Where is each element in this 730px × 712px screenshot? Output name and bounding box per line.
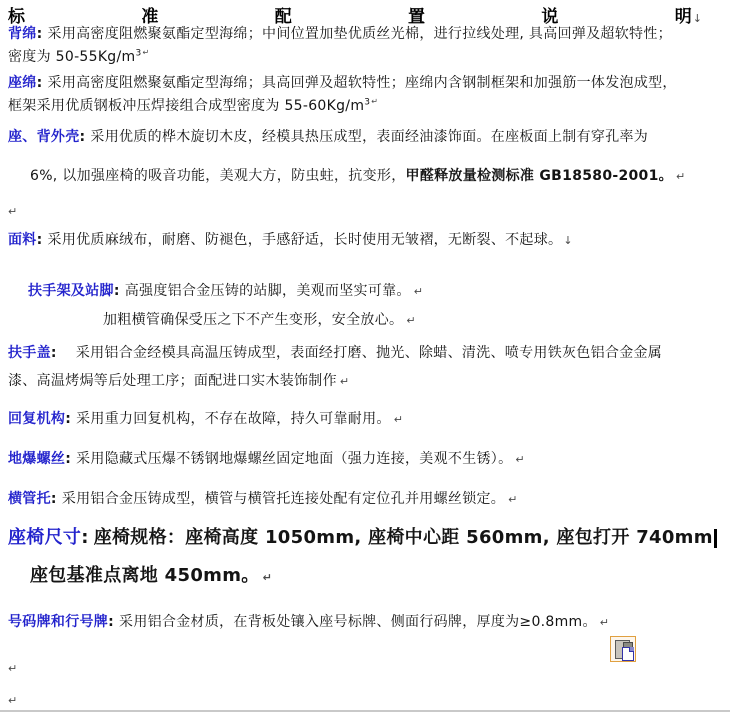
empty-paragraph <box>8 201 18 222</box>
label-colon: : <box>113 283 120 299</box>
paragraph-mark: ↵ <box>339 375 350 388</box>
label-colon: : <box>108 614 115 630</box>
section-zuomian-line2 <box>8 96 378 116</box>
label-colon: : <box>81 527 89 548</box>
density-superscript: 3 <box>364 97 371 108</box>
section-mianliao-text1: 采用优质麻绒布，耐磨、防褪色，手感舒适，长时使用无皱褶，无断裂、不起球。 <box>47 232 563 248</box>
section-huifu-text1: 采用重力回复机构，不存在故障，持久可靠耐用。 <box>76 411 391 427</box>
label-colon: : <box>36 232 43 248</box>
section-haomapai-label: 号码牌和行号牌 <box>8 614 109 630</box>
section-dibao-line1 <box>8 449 525 470</box>
section-waike-label: 座、背外壳 <box>8 129 80 145</box>
section-mianliao-line1 <box>8 230 573 251</box>
paste-options-button[interactable] <box>610 636 636 662</box>
section-waike-standard: 甲醛释放量检测标准 GB18580-2001 <box>405 168 659 184</box>
section-dibao-label: 地爆螺丝 <box>8 451 66 467</box>
section-zuomian-line1 <box>8 73 677 93</box>
title-char: 置 <box>408 7 426 27</box>
empty-paragraph <box>8 658 18 679</box>
paragraph-mark: ↵ <box>371 97 379 107</box>
paragraph-mark: ↵ <box>406 314 416 327</box>
section-fushougai-line1 <box>8 343 662 363</box>
label-colon: : <box>65 411 72 427</box>
section-fushougai-text2: 漆、高温烤焗等后处理工序；面配进口实木装饰制作 <box>8 373 337 389</box>
paragraph-mark: ↵ <box>508 493 518 506</box>
section-fushougai-label: 扶手盖 <box>8 345 51 361</box>
section-beimian-line2 <box>8 47 150 67</box>
paragraph-mark: ↵ <box>599 616 610 629</box>
section-fushoujia-line2 <box>103 310 416 331</box>
section-hengguan-label: 横管托 <box>8 491 51 507</box>
paragraph-mark: ↵ <box>8 662 18 675</box>
section-waike-text2: 6%, 以加强座椅的吸音功能，美观大方，防虫蛀，抗变形， <box>30 168 406 184</box>
section-beimian-line1 <box>8 24 672 44</box>
paragraph-mark: ↵ <box>393 413 404 426</box>
title-char: 明↓ <box>674 7 702 27</box>
title-char: 标 <box>8 7 25 27</box>
section-fushoujia-text1: 高强度铝合金压铸的站脚，美观而坚实可靠。 <box>124 283 411 299</box>
paragraph-mark: ↵ <box>413 285 424 298</box>
label-colon: : <box>65 451 72 467</box>
section-fushougai-line2 <box>8 371 349 392</box>
paragraph-mark: ↵ <box>142 48 150 58</box>
paragraph-mark: ↵ <box>8 205 18 218</box>
section-beimian-text1: 采用高密度阻燃聚氨酯定型海绵；中间位置加垫优质丝光棉，进行拉线处理, 具高回弹及超软特性； <box>47 26 672 42</box>
title-char: 说 <box>541 7 559 27</box>
section-mianliao-label: 面料 <box>8 232 37 248</box>
section-hengguan-text1: 采用铝合金压铸成型，横管与横管托连接处配有定位孔并用螺丝锁定。 <box>61 491 506 507</box>
section-haomapai-text1: 采用铝合金材质，在背板处镶入座号标牌、侧面行码牌，厚度为≥0.8mm。 <box>119 614 597 630</box>
section-beimian-text2: 密度为 50-55Kg/m <box>8 49 136 65</box>
text-cursor <box>714 529 717 548</box>
section-huifu-line1 <box>8 409 403 430</box>
section-hengguan-line1 <box>8 489 518 510</box>
section-fushoujia-label: 扶手架及站脚 <box>28 283 114 299</box>
section-dibao-text1: 采用隐藏式压爆不锈钢地爆螺丝固定地面（强力连接，美观不生锈）。 <box>76 451 513 467</box>
section-fushoujia-text2: 加粗横管确保受压之下不产生变形，安全放心。 <box>103 312 404 328</box>
density-superscript: 3 <box>135 48 142 59</box>
section-waike-period: 。 <box>658 168 673 184</box>
line-break-mark: ↓ <box>692 12 702 25</box>
empty-paragraph <box>8 690 18 711</box>
section-chicun-text2: 座包基准点离地 450mm。 <box>30 565 260 586</box>
title-char: 准 <box>141 7 159 27</box>
section-waike-line2 <box>30 166 685 187</box>
label-colon: : <box>50 491 57 507</box>
section-zuomian-text1: 采用高密度阻燃聚氨酯定型海绵；具高回弹及超软特性；座绵内含钢制框架和加强筋一体发泡成型， <box>47 75 677 91</box>
section-chicun-text1: 座椅高度 1050mm, 座椅中心距 560mm, 座包打开 740mm <box>185 527 713 548</box>
paragraph-mark: ↵ <box>515 453 525 466</box>
section-haomapai-line1 <box>8 612 609 633</box>
line-break-mark: ↓ <box>563 234 573 247</box>
label-colon: : <box>50 345 57 361</box>
section-waike-line1 <box>8 127 648 147</box>
title-char: 配 <box>274 7 292 27</box>
label-colon: : <box>36 26 43 42</box>
paragraph-mark: ↵ <box>262 571 273 584</box>
paragraph-mark: ↵ <box>8 694 18 707</box>
paragraph-mark: ↵ <box>675 170 686 183</box>
section-chicun-line1 <box>8 526 717 550</box>
section-chicun-label: 座椅尺寸 <box>8 527 82 548</box>
section-waike-text1: 采用优质的桦木旋切木皮，经模具热压成型，表面经油漆饰面。在座板面上制有穿孔率为 <box>90 129 649 145</box>
section-huifu-label: 回复机构 <box>8 411 66 427</box>
section-beimian-label: 背绵 <box>8 26 37 42</box>
section-zuomian-text2: 框架采用优质钢板冲压焊接组合成型密度为 55-60Kg/m <box>8 98 365 114</box>
label-colon: : <box>36 75 43 91</box>
paste-document-icon <box>622 647 634 661</box>
section-chicun-line2 <box>30 564 272 590</box>
section-fushoujia-line1 <box>28 281 423 302</box>
label-colon: : <box>79 129 86 145</box>
section-zuomian-label: 座绵 <box>8 75 37 91</box>
section-fushougai-text1: 采用铝合金经模具高温压铸成型，表面经打磨、抛光、除蜡、清洗、喷专用铁灰色铝合金金属 <box>75 345 663 361</box>
section-chicun-spec-label: 座椅规格： <box>93 527 186 548</box>
